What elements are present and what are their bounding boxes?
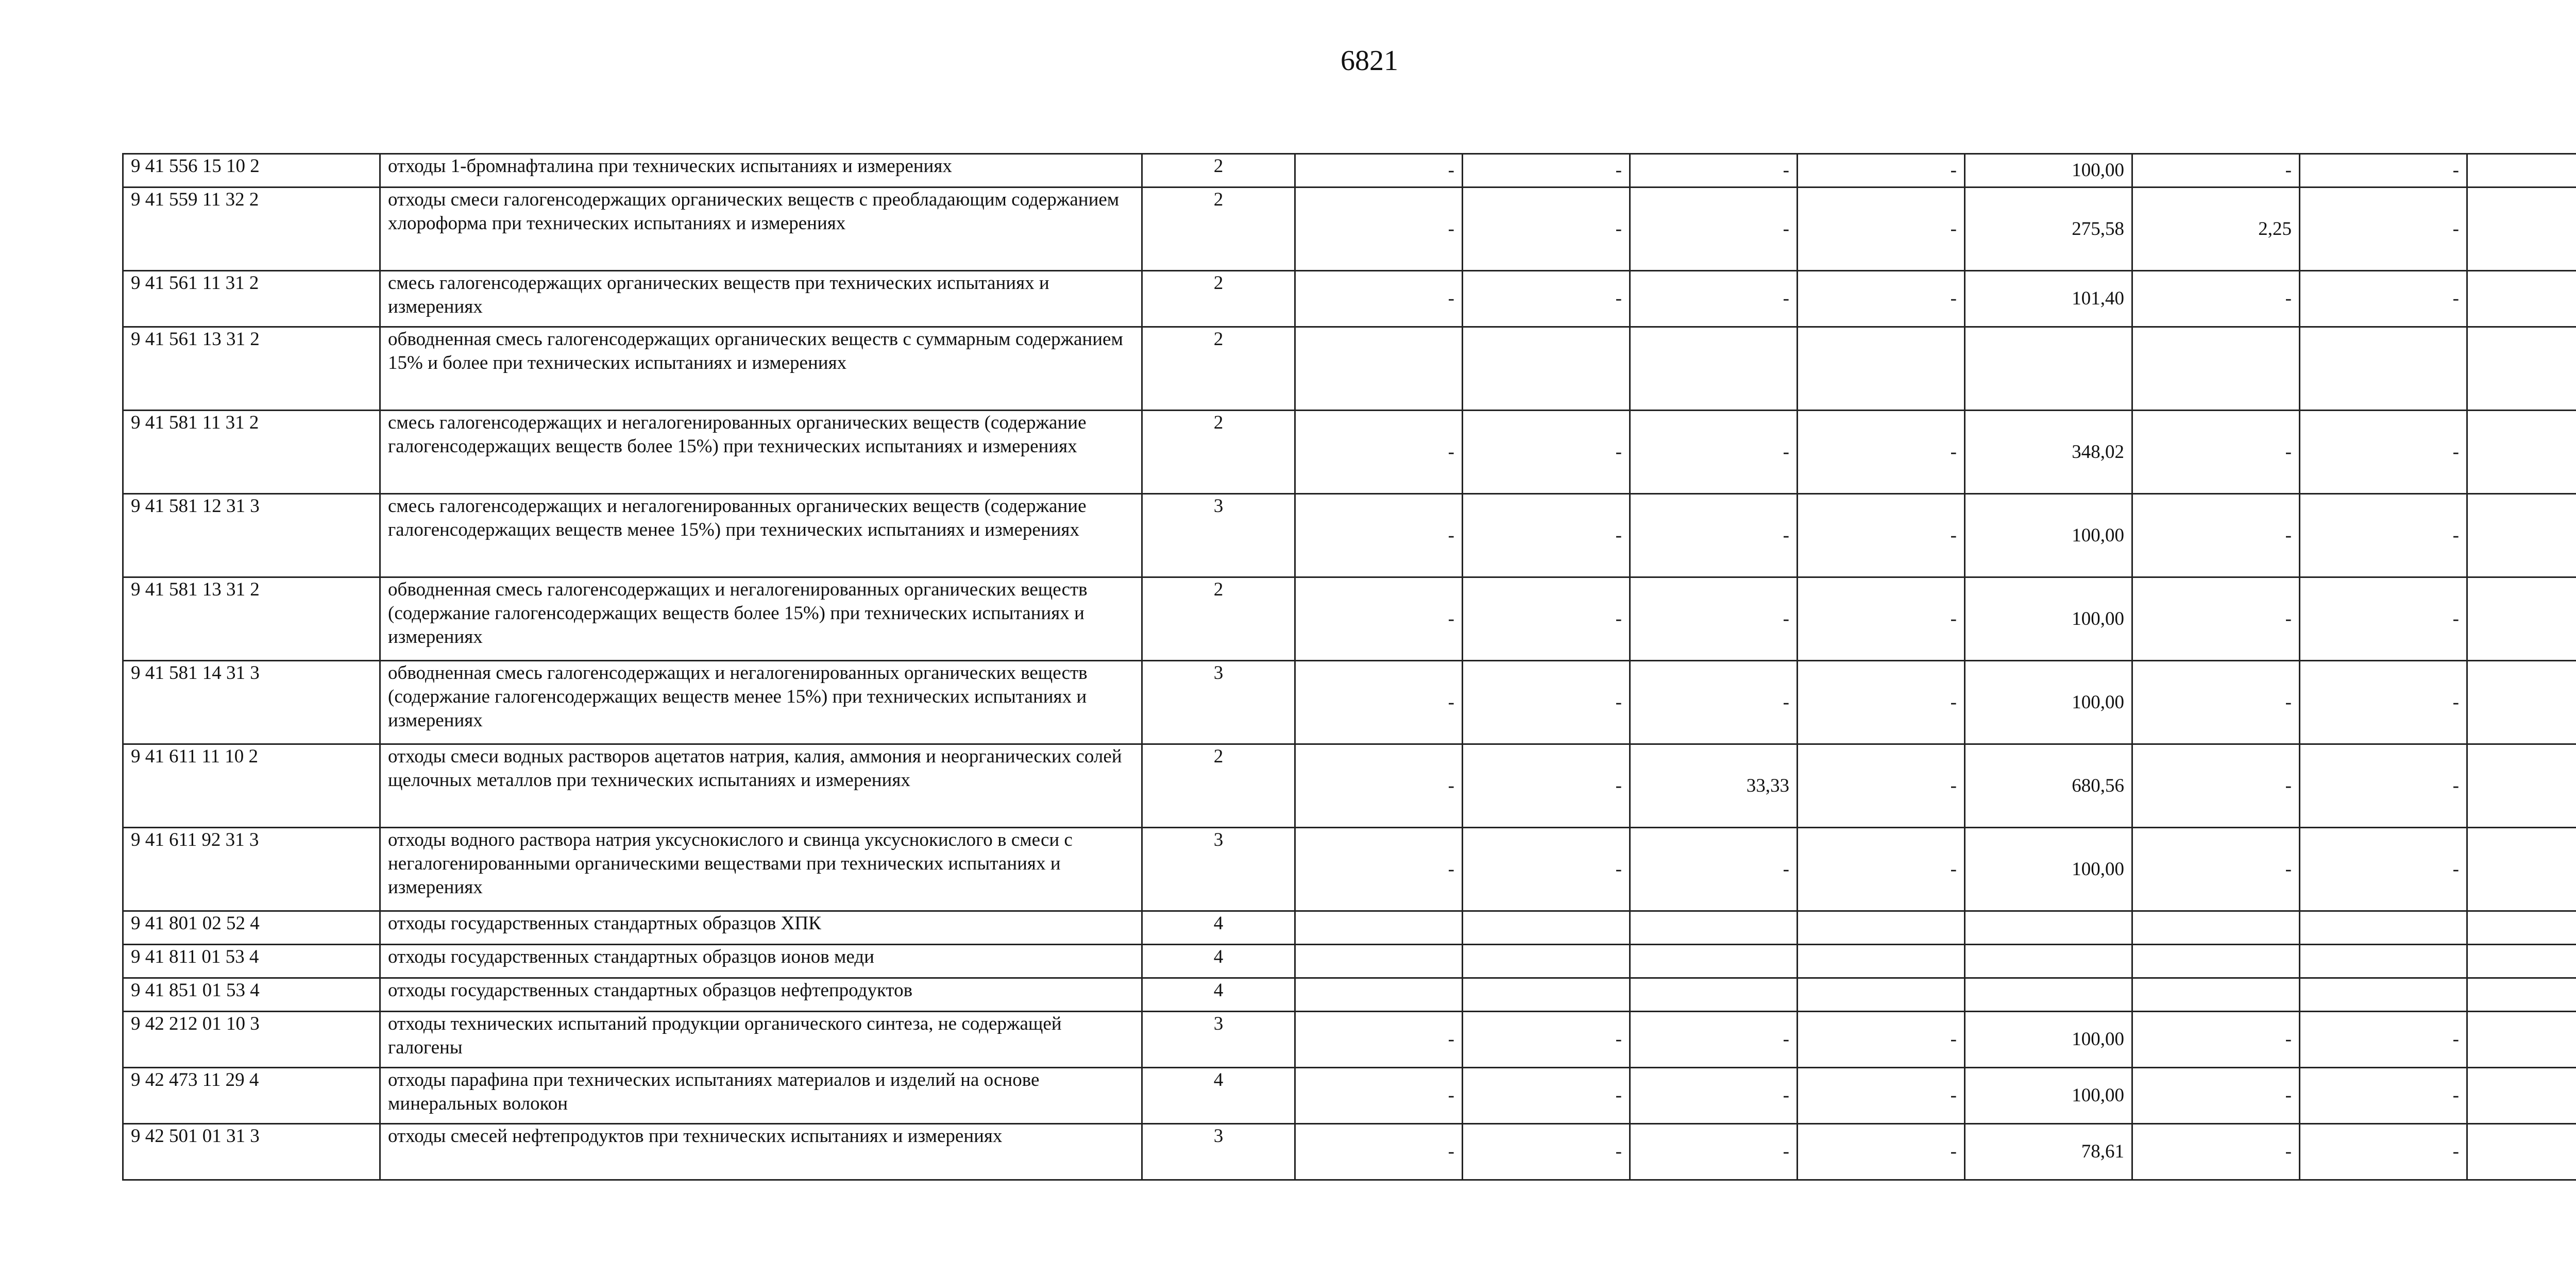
value-cell [2467, 327, 2576, 411]
table-row [123, 577, 2576, 661]
table-row [123, 271, 2576, 327]
waste-code-cell: 9 41 581 11 31 2 [123, 411, 380, 494]
value-cell [2300, 911, 2467, 945]
value-cell: - [1463, 828, 1630, 911]
value-cell [2467, 661, 2576, 744]
value-cell [1295, 911, 1463, 945]
hazard-class-cell: 2 [1142, 188, 1295, 271]
value-cell: - [2132, 494, 2300, 577]
value-cell: - [1295, 1068, 1463, 1124]
value-cell [2467, 494, 2576, 577]
value-cell [2300, 945, 2467, 978]
value-cell [2467, 1012, 2576, 1068]
waste-code-cell: 9 41 561 13 31 2 [123, 327, 380, 411]
value-cell [2300, 327, 2467, 411]
value-cell: - [2300, 188, 2467, 271]
table-row [123, 188, 2576, 271]
hazard-class-cell: 4 [1142, 1068, 1295, 1124]
value-cell [1630, 327, 1798, 411]
value-cell: 100,00 [1965, 1068, 2132, 1124]
value-cell [2467, 744, 2576, 828]
value-cell: - [2300, 828, 2467, 911]
value-cell [2132, 911, 2300, 945]
hazard-class-cell: 3 [1142, 661, 1295, 744]
value-cell [2467, 945, 2576, 978]
value-cell: 100,00 [1965, 577, 2132, 661]
value-cell: 348,02 [1965, 411, 2132, 494]
table-body [123, 154, 2576, 1180]
hazard-class-cell: 2 [1142, 154, 1295, 188]
table-row [123, 911, 2576, 945]
value-cell [2132, 327, 2300, 411]
value-cell: - [1630, 494, 1798, 577]
value-cell: - [2132, 577, 2300, 661]
table-row [123, 327, 2576, 411]
value-cell: - [2300, 154, 2467, 188]
value-cell: - [1798, 661, 1965, 744]
waste-code-cell: 9 42 473 11 29 4 [123, 1068, 380, 1124]
waste-name-cell: обводненная смесь галогенсодержащих и негалогенированных органических веществ (содержание галогенсодержащих веществ менее 15%) при технических испытаниях и измерениях [380, 661, 1142, 744]
value-cell [2467, 911, 2576, 945]
value-cell: - [1463, 271, 1630, 327]
hazard-class-cell: 2 [1142, 744, 1295, 828]
waste-name-cell: смесь галогенсодержащих органических веществ при технических испытаниях и измерениях [380, 271, 1142, 327]
hazard-class-cell: 2 [1142, 327, 1295, 411]
value-cell [2467, 828, 2576, 911]
value-cell: - [2132, 1068, 2300, 1124]
value-cell [1463, 978, 1630, 1012]
value-cell: - [1798, 1012, 1965, 1068]
waste-name-cell: смесь галогенсодержащих и негалогенированных органических веществ (содержание галогенсодержащих веществ менее 15%) при технических испытаниях и измерениях [380, 494, 1142, 577]
waste-name-cell: отходы технических испытаний продукции органического синтеза, не содержащей галогены [380, 1012, 1142, 1068]
value-cell [1630, 978, 1798, 1012]
table-row [123, 945, 2576, 978]
value-cell: - [1463, 494, 1630, 577]
table-row [123, 828, 2576, 911]
waste-name-cell: отходы государственных стандартных образцов ХПК [380, 911, 1142, 945]
value-cell: - [1463, 1068, 1630, 1124]
table-row [123, 411, 2576, 494]
value-cell: - [2300, 271, 2467, 327]
value-cell [1798, 327, 1965, 411]
hazard-class-cell: 2 [1142, 577, 1295, 661]
value-cell: - [2132, 271, 2300, 327]
value-cell: 2,25 [2132, 188, 2300, 271]
waste-code-cell: 9 41 811 01 53 4 [123, 945, 380, 978]
waste-name-cell: отходы парафина при технических испытаниях материалов и изделий на основе минеральных волокон [380, 1068, 1142, 1124]
waste-name-cell: обводненная смесь галогенсодержащих и негалогенированных органических веществ (содержание галогенсодержащих веществ более 15%) при технических испытаниях и измерениях [380, 577, 1142, 661]
waste-table [122, 153, 2576, 1181]
value-cell: - [1295, 154, 1463, 188]
value-cell [2467, 577, 2576, 661]
value-cell: - [1295, 271, 1463, 327]
value-cell: 101,40 [1965, 271, 2132, 327]
value-cell [1295, 978, 1463, 1012]
value-cell: 100,00 [1965, 828, 2132, 911]
value-cell: - [1630, 1124, 1798, 1180]
value-cell: 100,00 [1965, 154, 2132, 188]
value-cell [1798, 978, 1965, 1012]
table-row [123, 1068, 2576, 1124]
value-cell: - [1630, 661, 1798, 744]
value-cell: - [2300, 494, 2467, 577]
value-cell: 33,33 [1630, 744, 1798, 828]
value-cell: - [1463, 1124, 1630, 1180]
hazard-class-cell: 3 [1142, 1124, 1295, 1180]
value-cell [2467, 1124, 2576, 1180]
value-cell [2467, 188, 2576, 271]
value-cell: - [1295, 661, 1463, 744]
waste-code-cell: 9 41 801 02 52 4 [123, 911, 380, 945]
value-cell: - [1295, 494, 1463, 577]
value-cell: - [1463, 661, 1630, 744]
waste-name-cell: отходы смеси водных растворов ацетатов натрия, калия, аммония и неорганических солей щелочных металлов при технических испытаниях и измерениях [380, 744, 1142, 828]
value-cell: - [1798, 744, 1965, 828]
hazard-class-cell: 4 [1142, 945, 1295, 978]
waste-name-cell: смесь галогенсодержащих и негалогенированных органических веществ (содержание галогенсодержащих веществ более 15%) при технических испытаниях и измерениях [380, 411, 1142, 494]
waste-code-cell: 9 41 851 01 53 4 [123, 978, 380, 1012]
value-cell [1630, 945, 1798, 978]
value-cell: - [1630, 271, 1798, 327]
value-cell: - [1798, 828, 1965, 911]
value-cell: - [1295, 1124, 1463, 1180]
waste-name-cell: отходы смесей нефтепродуктов при технических испытаниях и измерениях [380, 1124, 1142, 1180]
value-cell: - [1463, 154, 1630, 188]
table-row [123, 1124, 2576, 1180]
table-row [123, 1012, 2576, 1068]
value-cell: 100,00 [1965, 1012, 2132, 1068]
waste-code-cell: 9 42 212 01 10 3 [123, 1012, 380, 1068]
value-cell: - [1630, 411, 1798, 494]
table-row [123, 154, 2576, 188]
value-cell [2467, 154, 2576, 188]
value-cell: 275,58 [1965, 188, 2132, 271]
hazard-class-cell: 4 [1142, 978, 1295, 1012]
hazard-class-cell: 3 [1142, 828, 1295, 911]
value-cell: - [1463, 577, 1630, 661]
value-cell [2300, 978, 2467, 1012]
value-cell [1965, 327, 2132, 411]
value-cell: - [2300, 661, 2467, 744]
value-cell [1798, 945, 1965, 978]
waste-code-cell: 9 41 559 11 32 2 [123, 188, 380, 271]
value-cell: - [1630, 1012, 1798, 1068]
value-cell: - [2300, 577, 2467, 661]
value-cell: - [1295, 411, 1463, 494]
value-cell: - [2300, 744, 2467, 828]
value-cell [2467, 411, 2576, 494]
waste-name-cell: обводненная смесь галогенсодержащих органических веществ с суммарным содержанием 15% и более при технических испытаниях и измерениях [380, 327, 1142, 411]
value-cell: - [1295, 188, 1463, 271]
table-row [123, 661, 2576, 744]
waste-code-cell: 9 41 581 14 31 3 [123, 661, 380, 744]
value-cell [2467, 271, 2576, 327]
value-cell [1463, 945, 1630, 978]
waste-name-cell: отходы смеси галогенсодержащих органических веществ с преобладающим содержанием хлороформа при технических испытаниях и измерениях [380, 188, 1142, 271]
value-cell [1630, 911, 1798, 945]
table-row [123, 978, 2576, 1012]
value-cell: - [1463, 188, 1630, 271]
waste-code-cell: 9 42 501 01 31 3 [123, 1124, 380, 1180]
value-cell: - [2132, 1012, 2300, 1068]
waste-name-cell: отходы государственных стандартных образцов ионов меди [380, 945, 1142, 978]
value-cell: - [1463, 1012, 1630, 1068]
value-cell: - [2300, 411, 2467, 494]
hazard-class-cell: 3 [1142, 1012, 1295, 1068]
table-row [123, 744, 2576, 828]
value-cell: - [1295, 828, 1463, 911]
value-cell: - [1295, 577, 1463, 661]
value-cell: - [2132, 411, 2300, 494]
waste-code-cell: 9 41 581 13 31 2 [123, 577, 380, 661]
waste-name-cell: отходы государственных стандартных образцов нефтепродуктов [380, 978, 1142, 1012]
value-cell: - [1630, 828, 1798, 911]
value-cell: - [1798, 154, 1965, 188]
value-cell: - [2132, 1124, 2300, 1180]
waste-code-cell: 9 41 611 11 10 2 [123, 744, 380, 828]
value-cell [1965, 945, 2132, 978]
value-cell: - [1798, 411, 1965, 494]
value-cell: - [2300, 1124, 2467, 1180]
value-cell [1965, 978, 2132, 1012]
hazard-class-cell: 2 [1142, 271, 1295, 327]
waste-code-cell: 9 41 611 92 31 3 [123, 828, 380, 911]
value-cell: - [1630, 188, 1798, 271]
hazard-class-cell: 2 [1142, 411, 1295, 494]
value-cell: - [2132, 661, 2300, 744]
value-cell: - [1630, 1068, 1798, 1124]
value-cell [1798, 911, 1965, 945]
value-cell [1295, 327, 1463, 411]
waste-code-cell: 9 41 581 12 31 3 [123, 494, 380, 577]
waste-name-cell: отходы 1-бромнафталина при технических испытаниях и измерениях [380, 154, 1142, 188]
value-cell: - [2300, 1012, 2467, 1068]
value-cell: - [1798, 494, 1965, 577]
value-cell: - [2132, 744, 2300, 828]
value-cell [1463, 327, 1630, 411]
value-cell: - [1798, 577, 1965, 661]
value-cell [2467, 978, 2576, 1012]
waste-code-cell: 9 41 561 11 31 2 [123, 271, 380, 327]
value-cell [2467, 1068, 2576, 1124]
value-cell: - [1463, 744, 1630, 828]
table-row [123, 494, 2576, 577]
waste-code-cell: 9 41 556 15 10 2 [123, 154, 380, 188]
value-cell: - [1463, 411, 1630, 494]
value-cell [1965, 911, 2132, 945]
value-cell: 78,61 [1965, 1124, 2132, 1180]
value-cell: - [1798, 1068, 1965, 1124]
page-number: 6821 [1341, 45, 1398, 77]
waste-name-cell: отходы водного раствора натрия уксуснокислого и свинца уксуснокислого в смеси с негалогенированными органическими веществами при технических испытаниях и измерениях [380, 828, 1142, 911]
value-cell: - [1798, 271, 1965, 327]
value-cell [2132, 978, 2300, 1012]
value-cell: 100,00 [1965, 661, 2132, 744]
value-cell: - [1798, 1124, 1965, 1180]
value-cell [1463, 911, 1630, 945]
value-cell: 680,56 [1965, 744, 2132, 828]
value-cell [1295, 945, 1463, 978]
value-cell: - [1295, 1012, 1463, 1068]
value-cell: - [1630, 577, 1798, 661]
value-cell: - [1630, 154, 1798, 188]
value-cell: - [1295, 744, 1463, 828]
value-cell: 100,00 [1965, 494, 2132, 577]
hazard-class-cell: 4 [1142, 911, 1295, 945]
hazard-class-cell: 3 [1142, 494, 1295, 577]
value-cell: - [2132, 828, 2300, 911]
value-cell [2132, 945, 2300, 978]
value-cell: - [1798, 188, 1965, 271]
value-cell: - [2300, 1068, 2467, 1124]
value-cell: - [2132, 154, 2300, 188]
